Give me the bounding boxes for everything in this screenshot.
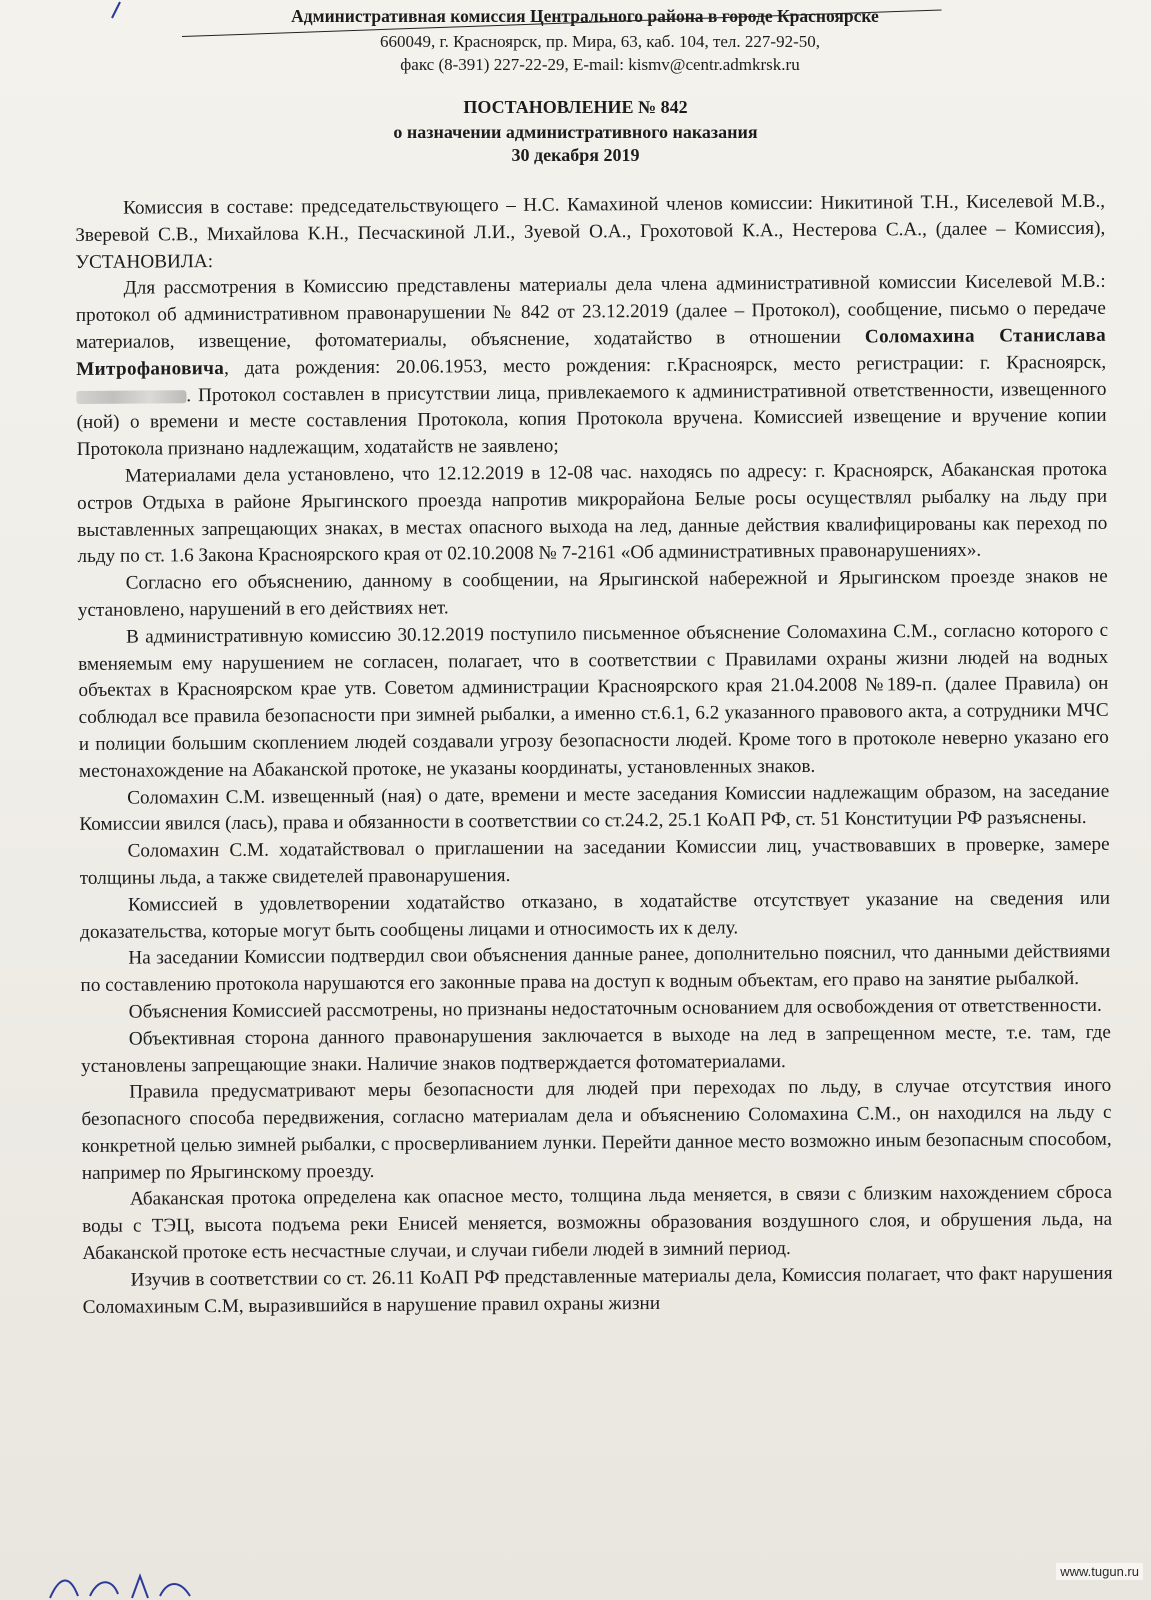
decree-subtitle: о назначении административного наказания — [393, 122, 758, 142]
pen-mark — [40, 1570, 280, 1600]
paragraph-written-explanation: В административную комиссию 30.12.2019 поступило письменное объяснение Соломахина С.М., согласно которого с вменяемым ему нарушением не согласен, полагает, что в соответствии с Правилами охраны жизни людей на водных объектах в Красноярском крае утв. Советом администрации Красноярского края 21.04.2008 №189-п. (далее Правила) он соблюдал все правила безопасности при зимней рыбалки, а именно ст.6.1, 6.2 указанного правового акта, а сотрудники МЧС и полиции большим скоплением людей создавали угрозу безопасности людей. Кроме того в протоколе неверно указано его местонахождение на Абаканской протоке, не указаны координаты, установленных знаков. — [78, 619, 1109, 782]
paragraph-notification: Соломахин С.М. извещенный (ная) о дате, времени и месте заседания Комиссии надлежащим образом, на заседание Комиссии явился (лась), права и обязанности в соответствии со ст.24.2, 25.1 КоАП РФ, ст. 51 Конституции РФ разъяснены. — [79, 780, 1110, 836]
paragraph-explanation: Согласно его объяснению, данному в сообщении, на Ярыгинской набережной и Ярыгинском проезде знаков не установлено, нарушений в его действиях нет. — [77, 565, 1108, 621]
pen-mark — [108, 0, 138, 20]
paragraph-explanations-reviewed: Объяснения Комиссией рассмотрены, но признаны недостаточным основанием для освобождения от ответственности. — [128, 994, 1102, 1023]
redacted-address — [76, 390, 186, 404]
decree-body — [75, 189, 1113, 1322]
address-line-1: 660049, г. Красноярск, пр. Мира, 63, каб. 104, тел. 227-92-50, — [380, 32, 820, 51]
paragraph-facts: Материалами дела установлено, что 12.12.2019 в 12-08 час. находясь по адресу: г. Красноярск, Абаканская протока остров Отдыха в районе Ярыгинского проезда напротив микрорайона Белые росы осуществлял рыбалку на льду при выставленных запрещающих знаках, в местах опасного выхода на лед, данные действия квалифицированы как переход по льду по ст. 1.6 Закона Красноярского края от 02.10.2008 № 7-2161 «Об административных правонарушениях». — [77, 458, 1108, 568]
paragraph-petition: Соломахин С.М. ходатайствовал о приглашении на заседании Комиссии лиц, участвовавших в проверке, замере толщины льда, а также свидетелей правонарушения. — [79, 833, 1110, 889]
paragraph-materials — [76, 269, 1107, 464]
watermark: www.tugun.ru — [1056, 1563, 1143, 1580]
paragraph-hearing: На заседании Комиссии подтвердил свои объяснения данные ранее, дополнительно пояснил, что данными действиями по составлению протокола нарушаются его законные права на доступ к водным объектам, его право на занятие рыбалкой. — [80, 941, 1111, 997]
paragraph-petition-refused: Комиссией в удовлетворении ходатайство отказано, в ходатайстве отсутствует указание на сведения или доказательства, которые могут быть сообщены лицами и относимость их к делу. — [80, 887, 1110, 943]
paragraph-rules: Правила предусматривают меры безопасности для людей при переходах по льду, в случае отсутствия иного безопасного способа передвижения, согласно материалам дела и объяснению Соломахина С.М., он находился на льду с конкретной целью зимней рыбалки, с просверливанием лунки. Перейти данное место возможно иным безопасным способом, например по Ярыгинскому проезду. — [81, 1075, 1112, 1184]
decree-date: 30 декабря 2019 — [511, 145, 640, 165]
paragraph-commission: Комиссия в составе: председательствующего – Н.С. Камахиной членов комиссии: Никитиной Т.Н., Киселевой М.В., Зверевой С.В., Михайлова К.Н., Песчаскиной Л.И., Зуевой О.А., Грохотовой К.А., Нестерова С.А., (далее – Комиссия), УСТАНОВИЛА: — [75, 190, 1106, 273]
paragraph-abakan-channel: Абаканская протока определена как опасное место, толщина льда меняется, в связи с близким нахождением сброса воды с ТЭЦ, высота подъема реки Енисей меняется, возможны образования воздушного слоя, и обрушения льда, на Абаканской протоке есть несчастные случаи, и случаи гибели людей в зимний период. — [82, 1182, 1113, 1265]
decree-title: ПОСТАНОВЛЕНИЕ № 842 — [463, 97, 688, 117]
paragraph-text: . Протокол составлен в присутствии лица, привлекаемого к административной ответственности, извещенного (ной) о времени и месте составления Протокола, копия Протокола вручена. Комиссией извещение и вручение копии Протокола признано надлежащим, ходатайств не заявлено; — [76, 378, 1107, 461]
offender-name: Соломахина Станислава Митрофановича — [76, 324, 1107, 380]
address-line-2: факс (8-391) 227-22-29, E-mail: kismv@centr.admkrsk.ru — [400, 55, 800, 74]
paragraph-objective-side: Объективная сторона данного правонарушения заключается в выходе на лед в запрещенном месте, т.е. там, где установлены запрещающие знаки. Наличие знаков подтверждается фотоматериалами. — [81, 1021, 1111, 1077]
paragraph-text: Для рассмотрения в Комиссию представлены материалы дела члена административной комиссии Киселевой М.В.: протокол об административном правонарушении № 842 от 23.12.2019 (далее – Протокол), сообщение, письмо о передаче материалов, извещение, фотоматериалы, объяснение, ходатайство в отношении — [75, 271, 1106, 353]
organization-name: Административная комиссия Центрального района в городе Красноярске — [291, 6, 879, 26]
paragraph-conclusion: Изучив в соответствии со ст. 26.11 КоАП РФ представленные материалы дела, Комиссия полагает, что факт нарушения Соломахиным С.М, выразившийся в нарушение правил охраны жизни — [82, 1262, 1113, 1318]
paragraph-text: , дата рождения: 20.06.1953, место рождения: г.Красноярск, место регистрации: г. Красноярск, — [224, 351, 1107, 379]
